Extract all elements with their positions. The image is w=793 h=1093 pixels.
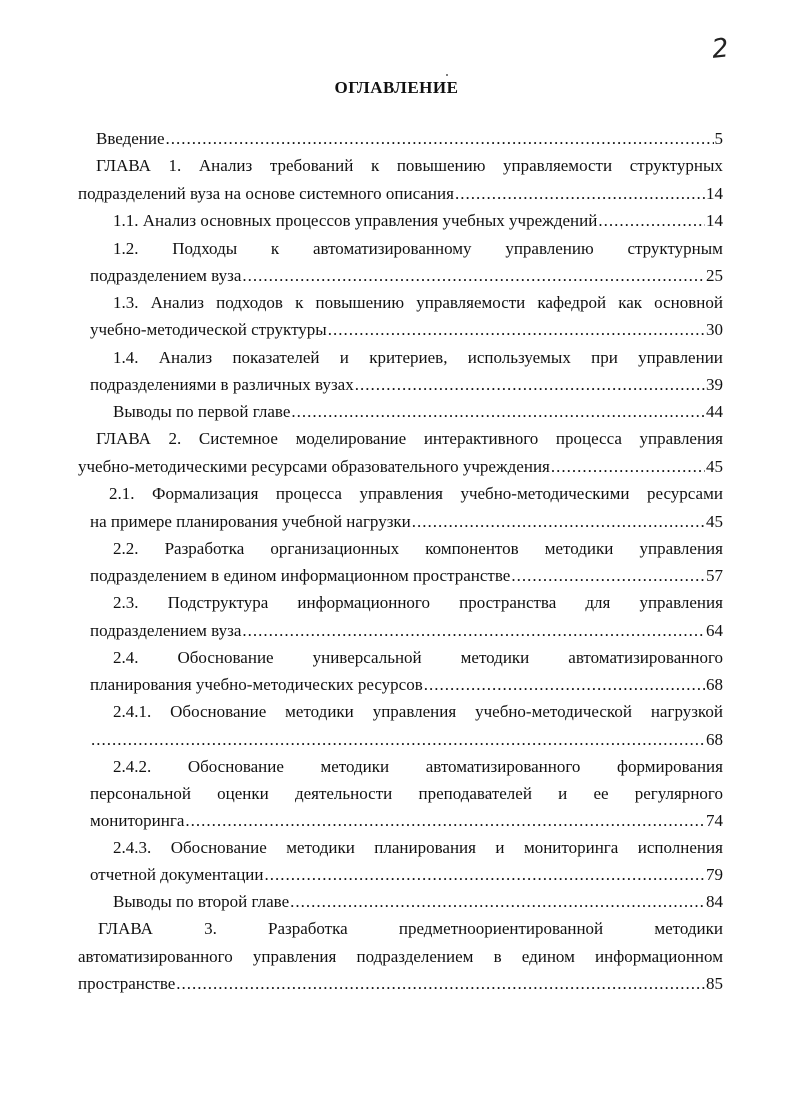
toc-line — [96, 128, 723, 150]
toc-page-number: 68 — [706, 675, 723, 694]
dot-leader — [242, 265, 705, 287]
dot-leader — [185, 810, 705, 832]
toc-entry-title: Введение — [96, 129, 165, 148]
dot-leader — [511, 565, 705, 587]
toc-page-number: 45 — [706, 457, 723, 476]
toc-line: 2.2. Разработка организационных компонентов методики управления — [113, 539, 723, 558]
toc-page-number: 39 — [706, 375, 723, 394]
toc-page-number: 64 — [706, 621, 723, 640]
toc-entry-title: планирования учебно-методических ресурсов — [90, 675, 423, 694]
toc-page-number: 30 — [706, 320, 723, 339]
dot-leader — [424, 674, 705, 696]
toc-line: 2.4.3. Обоснование методики планирования и мониторинга исполнения — [113, 838, 723, 857]
dot-leader — [355, 374, 705, 396]
toc-line: ГЛАВА 3. Разработка предметноориентированной методики — [98, 919, 723, 938]
toc-line: 1.3. Анализ подходов к повышению управляемости кафедрой как основной — [113, 293, 723, 312]
toc-line — [78, 456, 723, 478]
toc-line: персональной оценки деятельности преподавателей и ее регулярного — [90, 784, 723, 803]
dot-leader — [412, 511, 705, 533]
toc-entry-title: подразделениями в различных вузах — [90, 375, 354, 394]
toc-line — [90, 565, 723, 587]
toc-page-number: 68 — [706, 730, 723, 749]
toc-line — [90, 511, 723, 533]
scan-dot — [446, 74, 448, 76]
toc-entry-title: учебно-методическими ресурсами образовательного учреждения — [78, 457, 550, 476]
toc-line — [90, 620, 723, 642]
dot-leader — [328, 319, 705, 341]
dot-leader — [291, 401, 705, 423]
toc-line: ГЛАВА 2. Системное моделирование интерактивного процесса управления — [96, 429, 723, 448]
toc-line: 2.4.2. Обоснование методики автоматизированного формирования — [113, 757, 723, 776]
toc-page-number: 84 — [706, 892, 723, 911]
toc-line — [113, 210, 723, 232]
handwritten-page-number: 2 — [710, 33, 731, 65]
dot-leader — [290, 891, 705, 913]
toc-entry-title: подразделений вуза на основе системного описания — [78, 184, 454, 203]
toc-entry-title: мониторинга — [90, 811, 185, 830]
toc-line: 2.4.1. Обоснование методики управления учебно-методической нагрузкой — [113, 702, 723, 721]
dot-leader — [265, 864, 706, 886]
toc-line: 2.3. Подструктура информационного пространства для управления — [113, 593, 723, 612]
toc-line: 1.4. Анализ показателей и критериев, используемых при управлении — [113, 348, 723, 367]
dot-leader — [166, 128, 714, 150]
toc-line — [90, 729, 723, 751]
toc-line: 1.2. Подходы к автоматизированному управлению структурным — [113, 239, 723, 258]
toc-entry-title: пространстве — [78, 974, 176, 993]
toc-page-number: 45 — [706, 512, 723, 531]
toc-line: ГЛАВА 1. Анализ требований к повышению управляемости структурных — [96, 156, 723, 175]
toc-entry-title: 1.1. Анализ основных процессов управления учебных учреждений — [113, 211, 598, 230]
toc-entry-title: Выводы по второй главе — [113, 892, 290, 911]
toc-page-number: 85 — [706, 974, 723, 993]
page-title: ОГЛАВЛЕНИЕ — [334, 78, 459, 97]
toc-line — [90, 810, 723, 832]
toc-line: автоматизированного управления подразделением в едином информационном — [78, 947, 723, 966]
toc-page-number: 44 — [706, 402, 723, 421]
toc-line — [113, 401, 723, 423]
toc-entry-title: на примере планирования учебной нагрузки — [90, 512, 411, 531]
toc-line — [90, 674, 723, 696]
toc-entry-title: подразделением вуза — [90, 621, 242, 640]
toc-entry-title: отчетной документации — [90, 865, 264, 884]
toc-entry-title: учебно-методической структуры — [90, 320, 327, 339]
dot-leader — [176, 973, 705, 995]
toc-entry-title: подразделением вуза — [90, 266, 242, 285]
toc-entry-title: Выводы по первой главе — [113, 402, 291, 421]
toc-line — [78, 973, 723, 995]
toc-page-number: 25 — [706, 266, 723, 285]
toc-page-number: 14 — [706, 211, 723, 230]
toc-line — [113, 891, 723, 913]
dot-leader — [598, 210, 705, 232]
dot-leader — [91, 729, 705, 751]
toc-line — [90, 864, 723, 886]
toc-line — [78, 183, 723, 205]
toc-entry-title: подразделением в едином информационном пространстве — [90, 566, 511, 585]
toc-line — [90, 265, 723, 287]
toc-line — [90, 319, 723, 341]
dot-leader — [242, 620, 705, 642]
toc-line — [90, 374, 723, 396]
toc-page-number: 74 — [706, 811, 723, 830]
toc-page-number: 14 — [706, 184, 723, 203]
toc-line: 2.4. Обоснование универсальной методики автоматизированного — [113, 648, 723, 667]
toc-page-number: 79 — [706, 865, 723, 884]
toc-page-number: 57 — [706, 566, 723, 585]
toc-line: 2.1. Формализация процесса управления учебно-методическими ресурсами — [109, 484, 723, 503]
dot-leader — [455, 183, 705, 205]
dot-leader — [551, 456, 705, 478]
toc-page-number: 5 — [714, 129, 723, 148]
